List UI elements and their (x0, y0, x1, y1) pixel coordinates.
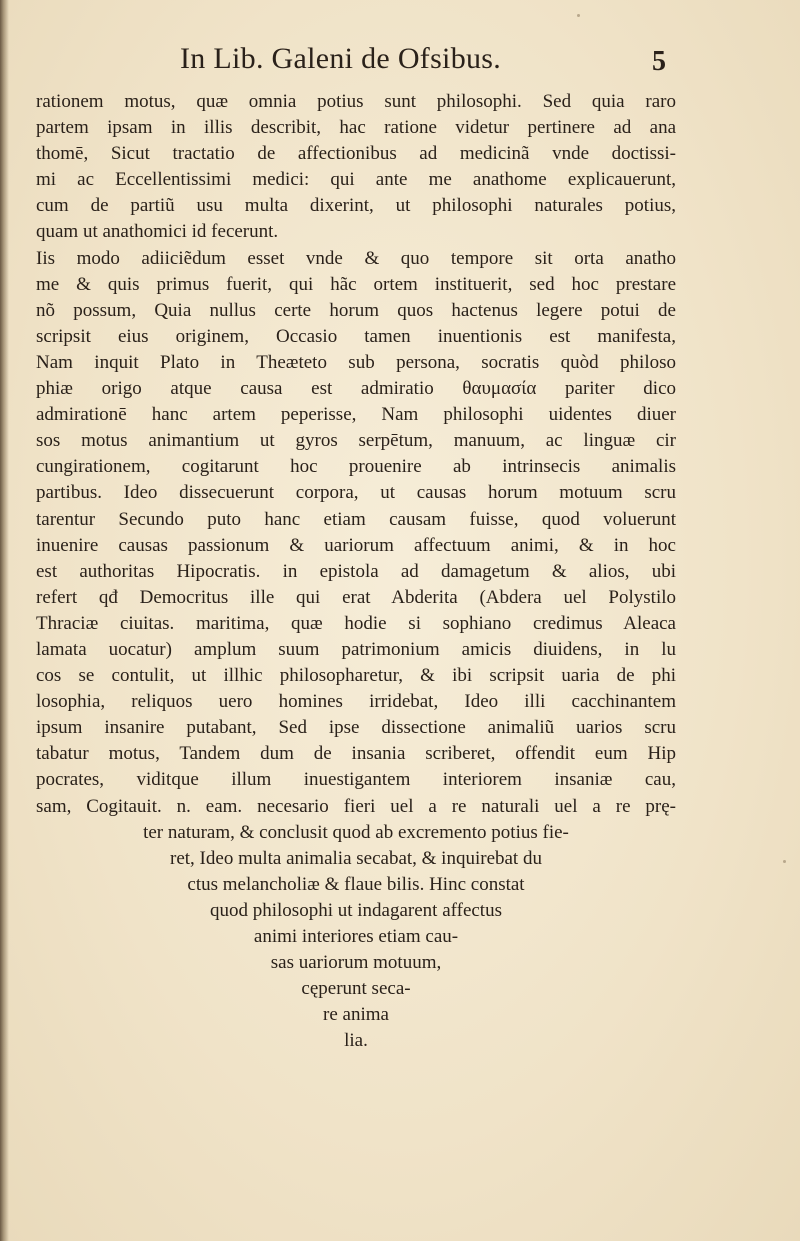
text-line: refert qđ Democritus ille qui erat Abderita (Abdera uel Polystilo (36, 586, 676, 608)
text-line: ipsum insanire putabant, Sed ipse dissectione animaliũ uarios scru (36, 717, 676, 739)
text-line: Thraciæ ciuitas. maritima, quæ hodie si sophiano credimus Aleaca (36, 612, 676, 634)
text-line: me & quis primus fuerit, qui hãc ortem instituerit, sed hoc prestare (36, 273, 676, 295)
text-line: mi ac Eccellentissimi medici: qui ante me anathome explicauerunt, (36, 169, 676, 191)
text-line: phiæ origo atque causa est admiratio θαυμασία pariter dico (36, 378, 676, 400)
page-number: 5 (652, 46, 666, 77)
text-line: rationem motus, quæ omnia potius sunt philosophi. Sed quia raro (36, 91, 676, 112)
text-line: scripsit eius originem, Occasio tamen inuentionis est manifesta, (36, 325, 676, 347)
text-line: lia. (344, 1030, 368, 1052)
body-text (36, 89, 676, 1054)
text-line: sos motus animantium ut gyros serpētum, manuum, ac linguæ cir (36, 430, 676, 452)
text-line: sas uariorum motuum, (270, 952, 442, 974)
text-line: quam ut anathomici id fecerunt. (36, 221, 279, 243)
text-line: cos se contulit, ut illhic philosopharetur, & ibi scripsit uaria de phi (36, 665, 676, 687)
text-line: Iis modo adiiciẽdum esset vnde & quo tempore sit orta anatho (36, 247, 676, 269)
paper-speck (783, 860, 786, 863)
text-line: est authoritas Hipocratis. in epistola ad damagetum & alios, ubi (36, 560, 676, 582)
text-line: partem ipsam in illis describit, hac ratione videtur pertinere ad ana (36, 117, 676, 139)
text-line: partibus. Ideo dissecuerunt corpora, ut causas horum motuum scru (36, 482, 676, 504)
text-line: Nam inquit Plato in Theæteto sub persona, socratis quòd philoso (36, 351, 676, 373)
text-line: thomē, Sicut tractatio de affectionibus ad medicinã vnde doctissi- (36, 143, 676, 165)
text-line: ret, Ideo multa animalia secabat, & inquirebat du (170, 847, 542, 869)
text-line: cungirationem, cogitarunt hoc prouenire ab intrinsecis animalis (36, 456, 676, 478)
text-line: ctus melancholiæ & flaue bilis. Hinc constat (187, 873, 525, 895)
page-binding-edge (0, 0, 9, 1241)
paper-speck (577, 14, 580, 17)
running-head (0, 42, 800, 86)
text-line: re anima (323, 1004, 389, 1026)
text-line: inuenire causas passionum & uariorum affectuum animi, & in hoc (36, 534, 676, 556)
text-line: cum de partiũ usu multa dixerint, ut philosophi naturales potius, (36, 195, 676, 217)
text-line: tabatur motus, Tandem dum de insania scriberet, offendit eum Hip (36, 743, 676, 765)
text-line: pocrates, viditque illum inuestigantem interiorem insaniæ cau, (36, 769, 676, 791)
text-line: admirationē hanc artem peperisse, Nam philosophi uidentes diuer (36, 404, 676, 426)
text-line: lamata uocatur) amplum suum patrimonium amicis diuidens, in lu (36, 638, 676, 660)
text-line: losophia, reliquos uero homines irridebat, Ideo illi cacchinantem (36, 691, 676, 713)
running-head-title: In Lib. Galeni de Ofsibus. (180, 42, 502, 75)
text-line: ter naturam, & conclusit quod ab excremento potius fie- (143, 821, 569, 843)
text-line: cęperunt seca- (301, 978, 411, 1000)
text-line: animi interiores etiam cau- (253, 926, 459, 947)
text-line: quod philosophi ut indagarent affectus (210, 899, 502, 921)
text-line: sam, Cogitauit. n. eam. necesario fieri uel a re naturali uel a re prę- (36, 795, 676, 817)
text-line: tarentur Secundo puto hanc etiam causam fuisse, quod voluerunt (36, 508, 676, 530)
text-line: nõ possum, Quia nullus certe horum quos hactenus legere potui de (36, 299, 676, 321)
